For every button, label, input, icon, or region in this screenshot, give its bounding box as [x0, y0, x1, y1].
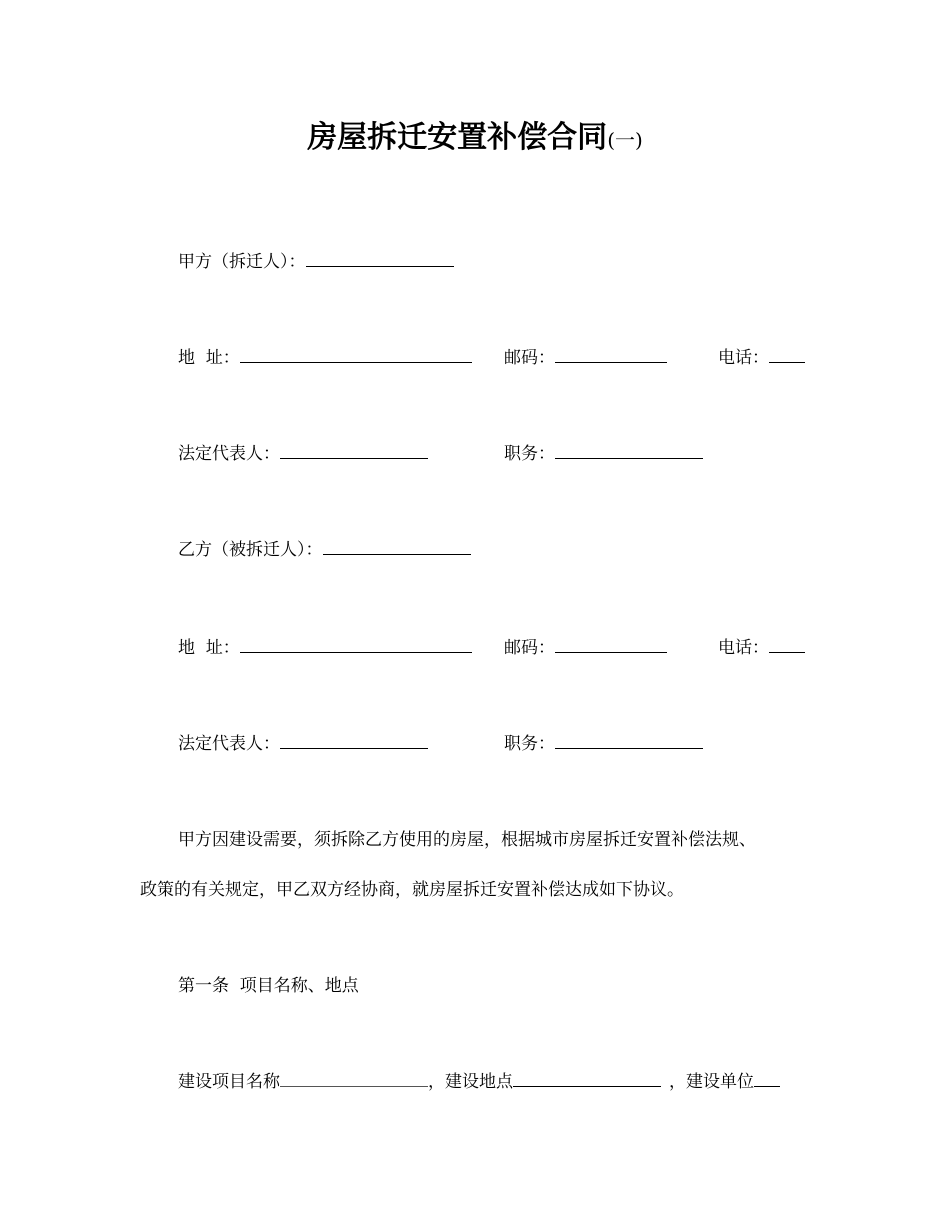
party-a-postcode-line	[504, 346, 667, 370]
party-b-phone-blank[interactable]	[769, 636, 805, 653]
party-b-position-label: 职务：	[504, 734, 555, 754]
article-1-project-line	[178, 1070, 780, 1094]
party-b-position-blank[interactable]	[555, 732, 703, 749]
preamble-line-1: 甲方因建设需要，须拆除乙方使用的房屋，根据城市房屋拆迁安置补偿法规、	[178, 830, 756, 850]
party-a-label: 甲方（拆迁人）：	[178, 252, 306, 272]
party-a-blank[interactable]	[306, 250, 454, 267]
party-b-label: 乙方（被拆迁人）：	[178, 540, 323, 560]
party-b-address-blank[interactable]	[240, 636, 472, 653]
party-a-phone-label: 电话：	[718, 348, 769, 368]
unit-blank[interactable]	[754, 1070, 780, 1087]
project-name-blank[interactable]	[280, 1070, 428, 1087]
site-blank[interactable]	[513, 1070, 661, 1087]
project-name-label: 建设项目名称	[178, 1072, 280, 1092]
title-suffix: (一)	[607, 128, 643, 152]
party-b-postcode-label: 邮码：	[504, 638, 555, 658]
party-a-rep-line	[178, 442, 428, 466]
party-b-postcode-blank[interactable]	[555, 636, 667, 653]
party-a-phone-line	[718, 346, 805, 370]
party-b-phone-label: 电话：	[718, 638, 769, 658]
party-a-position-blank[interactable]	[555, 442, 703, 459]
party-a-address-blank[interactable]	[240, 346, 472, 363]
party-b-rep-line	[178, 732, 428, 756]
party-b-address-label: 地 址：	[178, 638, 240, 658]
preamble-line-2: 政策的有关规定，甲乙双方经协商，就房屋拆迁安置补偿达成如下协议。	[140, 880, 684, 900]
title-text: 房屋拆迁安置补偿合同	[307, 120, 608, 155]
party-b-rep-blank[interactable]	[280, 732, 428, 749]
party-a-address-label: 地 址：	[178, 348, 240, 368]
party-b-address-line	[178, 636, 472, 660]
party-a-rep-blank[interactable]	[280, 442, 428, 459]
site-label: ，建设地点	[428, 1072, 513, 1092]
party-b-line	[178, 538, 471, 562]
party-b-position-line	[504, 732, 703, 756]
party-b-rep-label: 法定代表人：	[178, 734, 280, 754]
party-a-line	[178, 250, 454, 274]
party-a-position-label: 职务：	[504, 444, 555, 464]
party-b-blank[interactable]	[323, 538, 471, 555]
party-b-phone-line	[718, 636, 805, 660]
article-1-heading: 第一条 项目名称、地点	[178, 976, 359, 996]
party-a-phone-blank[interactable]	[769, 346, 805, 363]
unit-label: ，建设单位	[669, 1072, 754, 1092]
party-b-postcode-line	[504, 636, 667, 660]
document-title	[0, 118, 950, 160]
party-a-address-line	[178, 346, 472, 370]
party-a-postcode-label: 邮码：	[504, 348, 555, 368]
party-a-postcode-blank[interactable]	[555, 346, 667, 363]
party-a-rep-label: 法定代表人：	[178, 444, 280, 464]
party-a-position-line	[504, 442, 703, 466]
